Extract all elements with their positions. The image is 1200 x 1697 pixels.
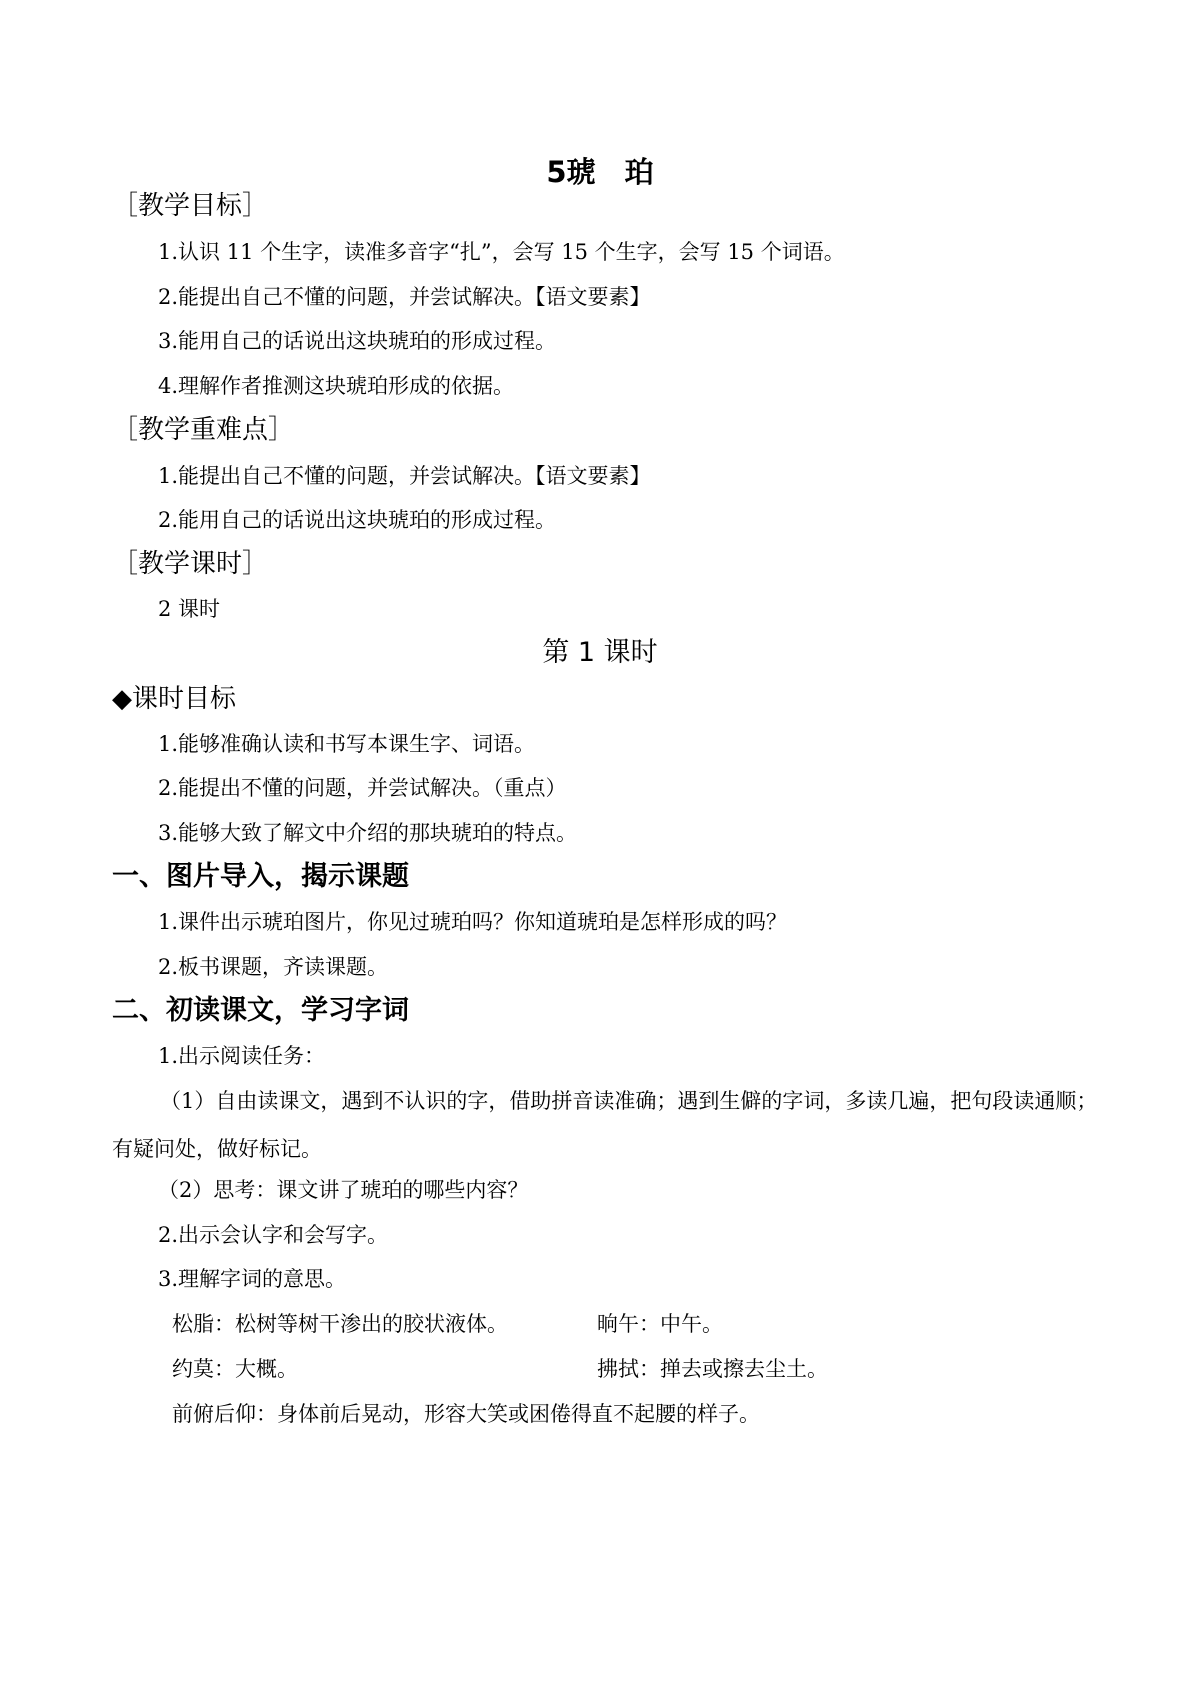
key-point-item-1: 1.能提出自己不懂的问题，并尝试解决。【语文要素】 (158, 464, 651, 488)
objectives-heading: ◆课时目标 (112, 684, 236, 714)
objective-item-3: 3.能够大致了解文中介绍的那块琥珀的特点。 (158, 821, 578, 845)
vocab-qianfuhouyang: 前俯后仰：身体前后晃动，形容大笑或困倦得直不起腰的样子。 (172, 1402, 760, 1426)
goal-item-4: 4.理解作者推测这块琥珀形成的依据。 (158, 374, 515, 398)
part1-heading: 一、图片导入，揭示课题 (112, 861, 409, 892)
periods-value: 2 课时 (158, 597, 221, 621)
key-point-item-2: 2.能用自己的话说出这块琥珀的形成过程。 (158, 508, 557, 532)
goal-item-2: 2.能提出自己不懂的问题，并尝试解决。【语文要素】 (158, 285, 651, 309)
part2-task-intro: 1.出示阅读任务： (158, 1044, 326, 1068)
goals-heading: ［教学目标］ (112, 191, 269, 221)
part2-task-1: （1）自由读课文，遇到不认识的字，借助拼音读准确；遇到生僻的字词，多读几遍，把句段读通顺；有疑问处，做好标记。 (112, 1089, 1098, 1161)
lesson-title: 第 1 课时 (542, 637, 658, 668)
part2-item-2: 2.出示会认字和会写字。 (158, 1223, 389, 1247)
page-title: 5琥 珀 (546, 155, 654, 189)
periods-heading: ［教学课时］ (112, 549, 269, 579)
part2-heading: 二、初读课文，学习字词 (112, 995, 409, 1026)
part2-item-3: 3.理解字词的意思。 (158, 1267, 347, 1291)
part1-item-2: 2.板书课题，齐读课题。 (158, 955, 389, 979)
goal-item-3: 3.能用自己的话说出这块琥珀的形成过程。 (158, 329, 557, 353)
key-points-heading: ［教学重难点］ (112, 415, 295, 445)
vocab-shangwu: 晌午：中午。 (597, 1312, 723, 1336)
objective-item-1: 1.能够准确认读和书写本课生字、词语。 (158, 732, 536, 756)
part2-task-2: （2）思考：课文讲了琥珀的哪些内容？ (158, 1178, 529, 1202)
vocab-songzhi: 松脂：松树等树干渗出的胶状液体。 (172, 1312, 508, 1336)
vocab-yuemo: 约莫：大概。 (172, 1357, 298, 1381)
part1-item-1: 1.课件出示琥珀图片，你见过琥珀吗？你知道琥珀是怎样形成的吗？ (158, 910, 788, 934)
goal-item-1: 1.认识 11 个生字，读准多音字“扎”，会写 15 个生字，会写 15 个词语。 (158, 240, 845, 264)
objective-item-2: 2.能提出不懂的问题，并尝试解决。（重点） (158, 776, 567, 800)
vocab-fushi: 拂拭：掸去或擦去尘土。 (597, 1357, 828, 1381)
